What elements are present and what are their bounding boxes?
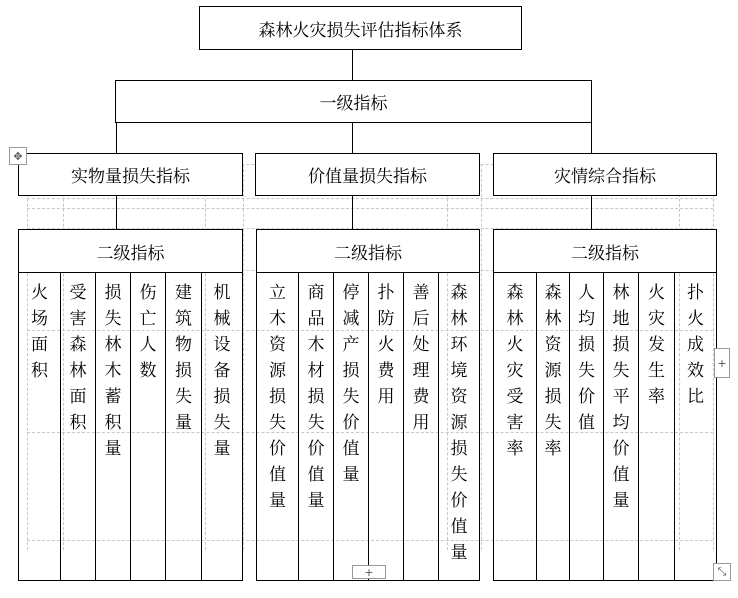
indicator-cell	[494, 272, 537, 580]
indicator-cell	[131, 272, 166, 580]
sub-box-value	[256, 229, 480, 273]
indicator-text: 火场面积	[31, 283, 48, 381]
indicator-text: 扑火成效比	[687, 283, 704, 407]
connector-title-level1	[352, 50, 353, 80]
indicator-table-comprehensive	[493, 272, 717, 581]
indicator-cell	[537, 272, 570, 580]
connector-group1-sub	[352, 196, 353, 229]
diagram-title-box	[199, 6, 522, 50]
sub-label-value: 二级指标	[334, 243, 402, 264]
resize-icon: ⤡	[717, 565, 727, 578]
connector-group2-sub	[591, 196, 592, 229]
indicator-text: 林地损失平均价值量	[612, 283, 630, 511]
indicator-cell	[604, 272, 639, 580]
table-resize-handle[interactable]	[713, 563, 731, 581]
indicator-text: 受害森林面积	[69, 283, 87, 433]
indicator-text: 损失林木蓄积量	[104, 283, 122, 459]
indicator-text: 人均损失价值	[578, 283, 595, 433]
move-icon: ✥	[13, 149, 23, 163]
indicator-text: 森林环境资源损失价值量	[450, 283, 468, 563]
group-title-value: 价值量损失指标	[308, 167, 427, 187]
sub-label-comprehensive: 二级指标	[571, 243, 639, 264]
diagram-title: 森林火灾损失评估指标体系	[258, 20, 463, 41]
indicator-text: 机械设备损失量	[213, 283, 231, 459]
group-box-physical	[18, 153, 243, 196]
indicator-text: 森林火灾受害率	[506, 283, 524, 459]
indicator-text: 善后处理费用	[412, 283, 430, 433]
group-box-value	[255, 153, 480, 196]
group-box-comprehensive	[493, 153, 717, 196]
group-title-comprehensive: 灾情综合指标	[554, 167, 656, 187]
plus-icon: +	[364, 565, 374, 579]
indicator-cell	[19, 272, 61, 580]
indicator-text: 建筑物损失量	[175, 283, 192, 433]
indicator-text: 伤亡人数	[139, 283, 157, 381]
sub-box-comprehensive	[493, 229, 717, 273]
indicator-cell	[96, 272, 131, 580]
indicator-cell	[257, 272, 299, 580]
indicator-cell	[202, 272, 242, 580]
indicator-table-physical	[18, 272, 243, 581]
sub-label-physical: 二级指标	[96, 243, 165, 264]
indicator-text: 停减产损失价值量	[342, 283, 360, 485]
connector-level1-group1	[352, 123, 353, 153]
indicator-cell	[570, 272, 604, 580]
indicator-text: 火灾发生率	[648, 283, 665, 407]
indicator-cell	[61, 272, 96, 580]
indicator-cell	[369, 272, 404, 580]
indicator-text: 立木资源损失价值量	[269, 283, 286, 511]
group-title-physical: 实物量损失指标	[71, 167, 190, 187]
connector-level1-group0	[116, 123, 117, 153]
level1-box	[115, 80, 592, 123]
indicator-cell	[299, 272, 334, 580]
connector-group0-sub	[116, 196, 117, 229]
sub-box-physical	[18, 229, 243, 273]
indicator-cell	[166, 272, 202, 580]
level1-label: 一级指标	[319, 94, 388, 114]
indicator-text: 扑防火费用	[377, 283, 395, 407]
indicator-text: 商品木材损失价值量	[307, 283, 325, 511]
indicator-cell	[404, 272, 439, 580]
plus-icon: +	[717, 356, 727, 370]
indicator-text: 森林资源损失率	[544, 283, 562, 459]
add-column-button[interactable]	[714, 348, 730, 378]
add-row-button[interactable]	[352, 565, 386, 579]
indicator-cell	[639, 272, 675, 580]
indicator-cell	[439, 272, 479, 580]
indicator-cell	[675, 272, 716, 580]
indicator-table-value	[256, 272, 480, 581]
table-move-handle[interactable]	[9, 147, 27, 165]
connector-level1-group2	[591, 123, 592, 153]
indicator-cell	[334, 272, 369, 580]
